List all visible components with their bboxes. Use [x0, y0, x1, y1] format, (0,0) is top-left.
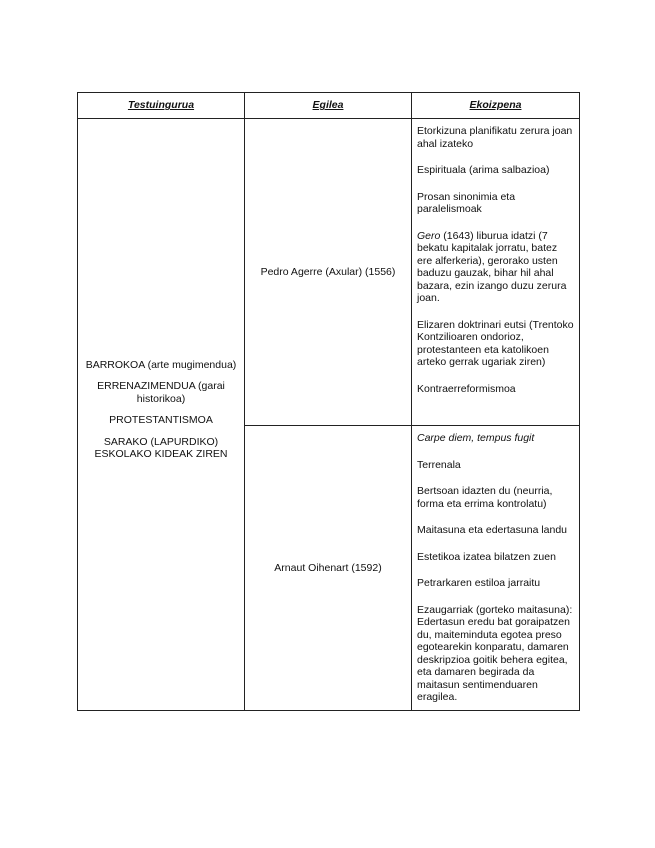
author-axular: Pedro Agerre (Axular) (1556)	[245, 119, 412, 426]
table-row-axular	[78, 119, 580, 426]
header-author: Egilea	[245, 93, 412, 119]
work-description-gero: (1643) liburua idatzi (7 bekatu kapitalak jorratu, batez ere alferkeria), gerorako usten baduzu gauzak, bihar hil ahal bazara, ezin izango duzu zerura joan.	[417, 229, 567, 304]
header-row	[78, 93, 580, 119]
work-title-carpe-diem: Carpe diem, tempus fugit	[417, 432, 535, 444]
works-axular	[412, 119, 580, 426]
work-item: Bertsoan idazten du (neurria, forma eta errima kontrolatu)	[417, 485, 553, 510]
works-oihenart	[412, 426, 580, 711]
context-cell	[78, 119, 245, 711]
work-item: Petrarkaren estiloa jarraitu	[417, 577, 541, 589]
work-item: Ezaugarriak (gorteko maitasuna): Edertasun eredu bat goraipatzen du, maiteminduta egotea preso egotearekin konparatu, damaren deskripzioa goitik behera egitea, eta damaren begirada da maitasun sentimenduaren eragilea.	[417, 603, 573, 703]
author-oihenart: Arnaut Oihenart (1592)	[245, 426, 412, 711]
work-title-gero: Gero	[417, 229, 441, 242]
context-protestantism: PROTESTANTISMOA	[109, 414, 213, 427]
work-item: Prosan sinonimia eta paralelismoak	[417, 190, 516, 215]
header-context: Testuingurua	[78, 93, 245, 119]
context-renaissance: ERRENAZIMENDUA (garai historikoa)	[97, 380, 225, 405]
work-item: Elizaren doktrinari eutsi (Trentoko Kontzilioaren ondorioz, protestanteen eta katolikoen arteko gerrak ugariak ziren)	[417, 318, 574, 368]
header-works: Ekoizpena	[412, 93, 580, 119]
work-item: Etorkizuna planifikatu zerura joan ahal izateko	[417, 125, 573, 150]
work-item: Kontraerreformismoa	[417, 382, 516, 395]
context-baroque: BARROKOA (arte mugimendua)	[85, 358, 237, 371]
work-item-gero	[417, 230, 574, 305]
work-item: Estetikoa izatea bilatzen zuen	[417, 550, 556, 563]
work-item-carpe-diem	[417, 432, 574, 445]
literature-table	[77, 92, 580, 711]
work-item: Maitasuna eta edertasuna landu	[417, 524, 568, 536]
work-item: Espirituala (arima salbazioa)	[417, 164, 550, 176]
context-sara-school: SARAKO (LAPURDIKO) ESKOLAKO KIDEAK ZIREN	[94, 435, 228, 461]
work-item: Terrenala	[417, 458, 461, 471]
